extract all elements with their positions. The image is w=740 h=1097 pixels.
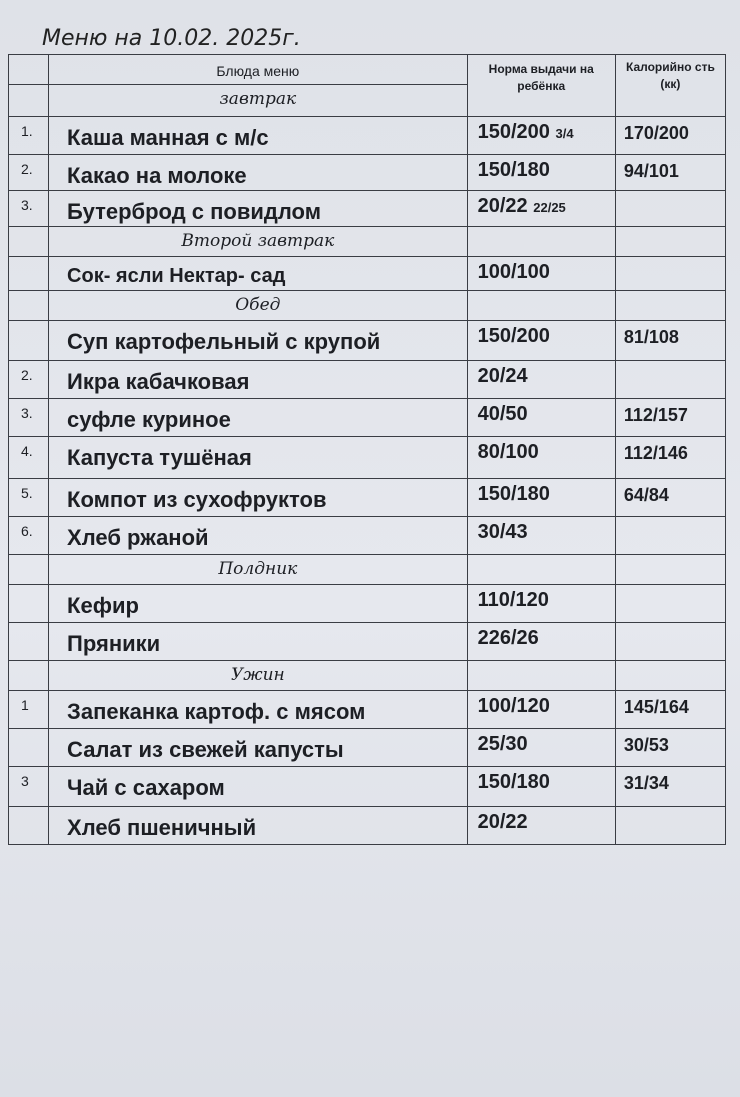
- row-num: [9, 729, 48, 735]
- table-row: [9, 191, 726, 227]
- row-norm-value: 150/200: [477, 121, 550, 143]
- row-cal: 112/157: [623, 405, 688, 425]
- row-norm: 110/120: [477, 589, 549, 611]
- empty-cell: [615, 661, 725, 691]
- table-row: [9, 257, 726, 291]
- row-norm: 40/50: [477, 403, 528, 425]
- row-cal: [616, 623, 725, 629]
- row-num: [9, 623, 48, 629]
- header-num-cell: [9, 55, 49, 85]
- row-norm-value: 20/22: [477, 195, 528, 217]
- row-dish: Капуста тушёная: [67, 445, 252, 470]
- row-num: 4.: [21, 443, 33, 459]
- row-num: 2.: [21, 367, 33, 383]
- row-cal: 94/101: [623, 161, 679, 181]
- row-norm: 100/120: [477, 695, 550, 717]
- row-norm: 150/180: [477, 159, 550, 181]
- row-cal: [616, 585, 725, 591]
- empty-cell: [615, 227, 725, 257]
- row-dish: Чай с сахаром: [67, 775, 225, 800]
- table-row: [9, 399, 726, 437]
- row-dish: Икра кабачковая: [67, 369, 250, 394]
- section-breakfast: завтрак: [219, 89, 297, 109]
- empty-cell: [9, 661, 49, 691]
- row-norm: 150/180: [477, 771, 550, 793]
- row-dish: Хлеб ржаной: [67, 525, 209, 550]
- empty-cell: [9, 555, 49, 585]
- row-norm: 150/180: [477, 483, 550, 505]
- row-norm: 100/100: [477, 261, 550, 283]
- table-row: [9, 361, 726, 399]
- row-cal: 112/146: [623, 443, 688, 463]
- row-num: 3.: [21, 197, 33, 213]
- row-cal: 170/200: [623, 123, 689, 143]
- row-num: 2.: [21, 161, 33, 177]
- row-dish: Бутерброд с повидлом: [67, 199, 321, 224]
- row-norm-extra: 22/25: [533, 200, 566, 215]
- menu-table: [8, 54, 726, 845]
- header-row: [9, 55, 726, 85]
- row-dish: Кефир: [67, 593, 139, 618]
- row-dish: Запеканка картоф. с мясом: [67, 699, 366, 724]
- header-cal-cell: [615, 55, 725, 117]
- row-num: [9, 257, 48, 263]
- section-row-lunch: [9, 291, 726, 321]
- empty-cell: [9, 291, 49, 321]
- row-dish: Пряники: [67, 631, 161, 656]
- empty-cell: [615, 555, 725, 585]
- row-num: 3.: [21, 405, 33, 421]
- section-breakfast-cell: [49, 85, 468, 117]
- empty-cell: [467, 555, 615, 585]
- row-dish: Салат из свежей капусты: [67, 737, 344, 762]
- section-snack: Полдник: [218, 559, 298, 579]
- row-norm: 25/30: [477, 733, 528, 755]
- row-cal: 31/34: [623, 773, 669, 793]
- section-second-breakfast: Второй завтрак: [181, 231, 335, 251]
- row-norm: 30/43: [477, 521, 528, 543]
- row-num: 1: [21, 697, 29, 713]
- row-norm: 226/26: [477, 627, 539, 649]
- empty-cell: [467, 227, 615, 257]
- section-dinner: Ужин: [230, 665, 285, 685]
- empty-cell: [467, 661, 615, 691]
- table-row: [9, 691, 726, 729]
- row-norm: [468, 191, 615, 218]
- row-dish: суфле куриное: [67, 407, 231, 432]
- row-cal: [616, 517, 725, 523]
- row-num: 3: [21, 773, 29, 789]
- row-dish: Какао на молоке: [67, 163, 247, 188]
- row-dish: Каша манная с м/с: [67, 125, 269, 150]
- row-norm: 150/200: [477, 325, 550, 347]
- row-num: 5.: [21, 485, 33, 501]
- header-cal-label: Калорийно сть (кк): [625, 60, 715, 91]
- row-dish: Хлеб пшеничный: [67, 815, 257, 840]
- row-cal: [616, 361, 725, 367]
- section-row-dinner: [9, 661, 726, 691]
- row-norm: [468, 117, 615, 144]
- row-num: [9, 807, 48, 813]
- table-row: [9, 517, 726, 555]
- row-dish: Сок- ясли Нектар- сад: [67, 265, 286, 287]
- row-norm-extra: 3/4: [555, 126, 574, 141]
- row-cal: [616, 257, 725, 263]
- row-num: 1.: [21, 123, 33, 139]
- row-cal: 30/53: [623, 735, 669, 755]
- row-norm: 80/100: [477, 441, 539, 463]
- empty-cell: [9, 227, 49, 257]
- row-norm: 20/22: [477, 811, 528, 833]
- section-row-second-breakfast: [9, 227, 726, 257]
- table-row: [9, 155, 726, 191]
- table-row: [9, 321, 726, 361]
- table-row: [9, 623, 726, 661]
- row-cal: 64/84: [623, 485, 669, 505]
- row-cal: [616, 191, 725, 197]
- section-row-snack: [9, 555, 726, 585]
- table-row: [9, 437, 726, 479]
- table-row: [9, 767, 726, 807]
- header-dish-label: Блюда меню: [216, 63, 300, 79]
- row-cal: 145/164: [623, 697, 689, 717]
- table-row: [9, 729, 726, 767]
- row-num: [9, 321, 48, 327]
- empty-cell: [467, 291, 615, 321]
- row-dish: Суп картофельный с крупой: [67, 329, 381, 354]
- row-dish: Компот из сухофруктов: [67, 487, 327, 512]
- row-norm: 20/24: [477, 365, 528, 387]
- table-row: [9, 585, 726, 623]
- section-lunch: Обед: [235, 295, 281, 315]
- row-num: [9, 585, 48, 591]
- row-cal: 81/108: [623, 327, 679, 347]
- row-cal: [616, 807, 725, 813]
- header-norm-cell: [467, 55, 615, 117]
- row-num: 6.: [21, 523, 33, 539]
- empty-cell: [615, 291, 725, 321]
- menu-title: Меню на 10.02. 2025г.: [42, 26, 301, 51]
- table-row: [9, 117, 726, 155]
- empty-cell: [9, 85, 49, 117]
- table-row: [9, 807, 726, 845]
- table-row: [9, 479, 726, 517]
- header-norm-label: Норма выдачи на ребёнка: [488, 62, 594, 93]
- header-dish-cell: [49, 55, 468, 85]
